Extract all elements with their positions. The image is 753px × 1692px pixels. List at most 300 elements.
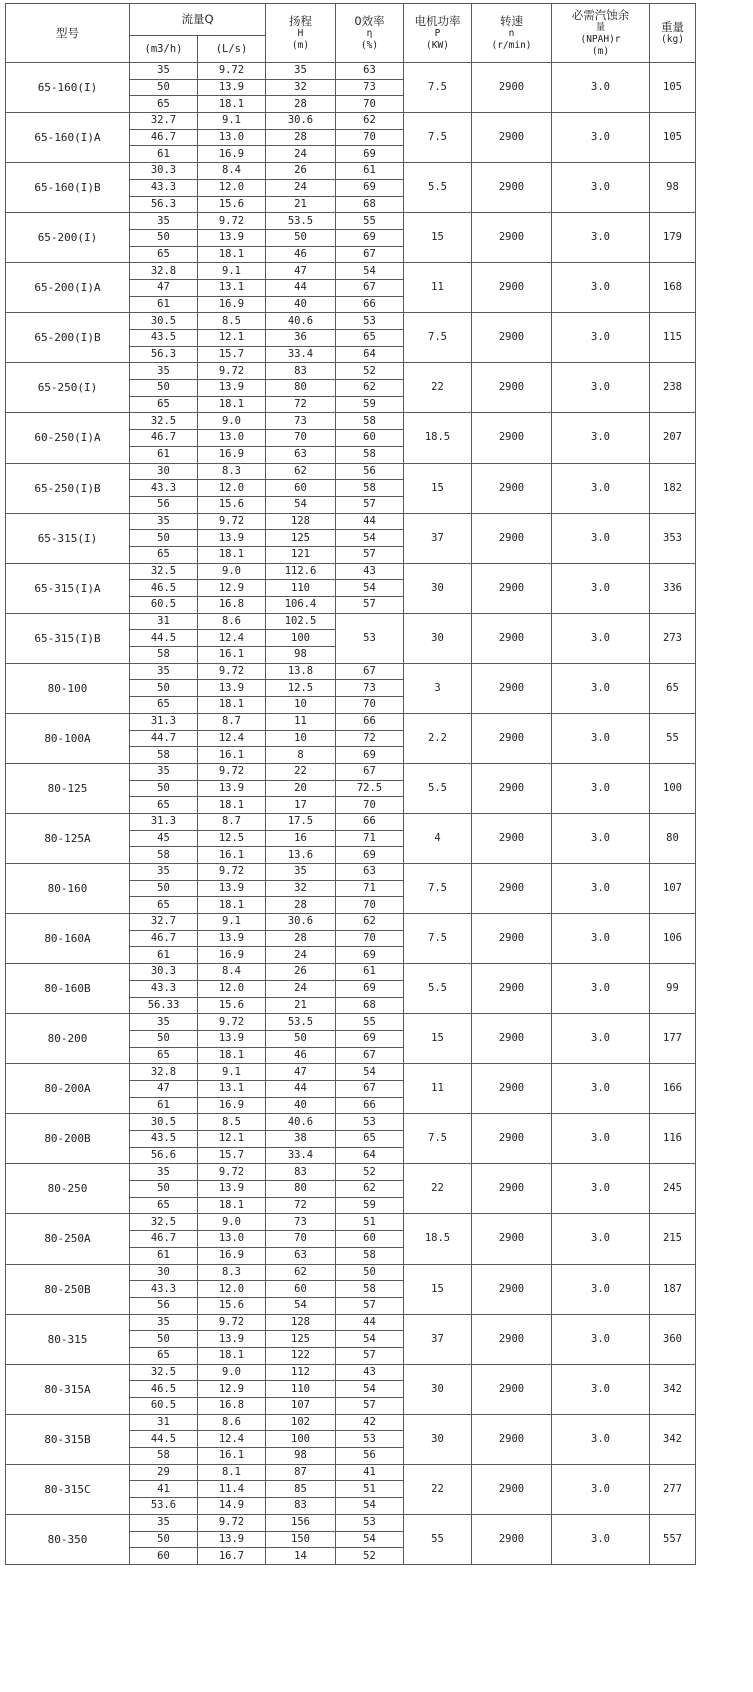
efficiency-cell: 67 bbox=[336, 1080, 404, 1097]
head-cell: 53.5 bbox=[266, 213, 336, 230]
flow-m3h-cell: 43.5 bbox=[130, 330, 198, 347]
flow-ls-cell: 12.9 bbox=[198, 580, 266, 597]
flow-m3h-cell: 58 bbox=[130, 847, 198, 864]
head-cell: 102.5 bbox=[266, 613, 336, 630]
head-cell: 53.5 bbox=[266, 1014, 336, 1031]
efficiency-cell: 53 bbox=[336, 1514, 404, 1531]
flow-ls-cell: 9.72 bbox=[198, 513, 266, 530]
head-cell: 50 bbox=[266, 229, 336, 246]
flow-m3h-cell: 50 bbox=[130, 880, 198, 897]
npsh-cell: 3.0 bbox=[552, 1364, 650, 1414]
power-cell: 3 bbox=[404, 663, 472, 713]
flow-m3h-cell: 30.3 bbox=[130, 964, 198, 981]
head-cell: 44 bbox=[266, 279, 336, 296]
speed-cell: 2900 bbox=[472, 363, 552, 413]
model-cell: 60-250(I)A bbox=[6, 413, 130, 463]
table-row bbox=[6, 363, 696, 380]
flow-m3h-cell: 65 bbox=[130, 797, 198, 814]
weight-cell: 100 bbox=[650, 763, 696, 813]
head-cell: 150 bbox=[266, 1531, 336, 1548]
flow-m3h-cell: 50 bbox=[130, 79, 198, 96]
head-cell: 24 bbox=[266, 179, 336, 196]
power-cell: 22 bbox=[404, 1164, 472, 1214]
efficiency-cell: 67 bbox=[336, 246, 404, 263]
weight-cell: 166 bbox=[650, 1064, 696, 1114]
efficiency-cell: 52 bbox=[336, 1164, 404, 1181]
flow-ls-cell: 9.72 bbox=[198, 864, 266, 881]
efficiency-cell: 64 bbox=[336, 346, 404, 363]
head-cell: 122 bbox=[266, 1347, 336, 1364]
head-cell: 24 bbox=[266, 947, 336, 964]
efficiency-cell: 68 bbox=[336, 997, 404, 1014]
weight-cell: 168 bbox=[650, 263, 696, 313]
table-row bbox=[6, 663, 696, 680]
head-cell: 21 bbox=[266, 997, 336, 1014]
table-row bbox=[6, 213, 696, 230]
head-cell: 28 bbox=[266, 129, 336, 146]
speed-cell: 2900 bbox=[472, 413, 552, 463]
speed-cell: 2900 bbox=[472, 1064, 552, 1114]
flow-m3h-cell: 44.7 bbox=[130, 730, 198, 747]
efficiency-cell: 54 bbox=[336, 263, 404, 280]
table-row bbox=[6, 1364, 696, 1381]
head-cell: 24 bbox=[266, 980, 336, 997]
npsh-cell: 3.0 bbox=[552, 713, 650, 763]
efficiency-cell: 63 bbox=[336, 63, 404, 80]
efficiency-cell: 61 bbox=[336, 163, 404, 180]
npsh-cell: 3.0 bbox=[552, 363, 650, 413]
weight-cell: 99 bbox=[650, 964, 696, 1014]
npsh-cell: 3.0 bbox=[552, 1264, 650, 1314]
flow-m3h-cell: 58 bbox=[130, 747, 198, 764]
efficiency-cell: 66 bbox=[336, 296, 404, 313]
flow-ls-cell: 8.4 bbox=[198, 163, 266, 180]
head-cell: 125 bbox=[266, 530, 336, 547]
head-cell: 17 bbox=[266, 797, 336, 814]
head-cell: 128 bbox=[266, 513, 336, 530]
flow-m3h-cell: 31.3 bbox=[130, 813, 198, 830]
power-cell: 30 bbox=[404, 563, 472, 613]
power-cell: 5.5 bbox=[404, 763, 472, 813]
head-cell: 28 bbox=[266, 897, 336, 914]
flow-ls-cell: 13.1 bbox=[198, 279, 266, 296]
table-row bbox=[6, 1414, 696, 1431]
speed-cell: 2900 bbox=[472, 1514, 552, 1564]
npsh-cell: 3.0 bbox=[552, 813, 650, 863]
speed-cell: 2900 bbox=[472, 813, 552, 863]
flow-m3h-cell: 50 bbox=[130, 229, 198, 246]
speed-cell: 2900 bbox=[472, 513, 552, 563]
power-cell: 30 bbox=[404, 613, 472, 663]
flow-m3h-cell: 35 bbox=[130, 1014, 198, 1031]
flow-ls-cell: 8.3 bbox=[198, 463, 266, 480]
head-cell: 70 bbox=[266, 430, 336, 447]
head-cell: 28 bbox=[266, 96, 336, 113]
head-cell: 73 bbox=[266, 1214, 336, 1231]
efficiency-cell: 54 bbox=[336, 580, 404, 597]
flow-m3h-cell: 44.5 bbox=[130, 630, 198, 647]
flow-ls-cell: 12.0 bbox=[198, 480, 266, 497]
flow-m3h-cell: 65 bbox=[130, 246, 198, 263]
table-row bbox=[6, 1314, 696, 1331]
npsh-cell: 3.0 bbox=[552, 864, 650, 914]
flow-m3h-cell: 53.6 bbox=[130, 1498, 198, 1515]
speed-cell: 2900 bbox=[472, 163, 552, 213]
weight-cell: 179 bbox=[650, 213, 696, 263]
head-cell: 100 bbox=[266, 1431, 336, 1448]
head-cell: 22 bbox=[266, 763, 336, 780]
head-cell: 28 bbox=[266, 930, 336, 947]
flow-ls-cell: 9.72 bbox=[198, 763, 266, 780]
efficiency-cell: 54 bbox=[336, 1498, 404, 1515]
flow-ls-cell: 9.1 bbox=[198, 263, 266, 280]
table-row bbox=[6, 163, 696, 180]
flow-ls-cell: 16.8 bbox=[198, 597, 266, 614]
power-cell: 15 bbox=[404, 1264, 472, 1314]
npsh-cell: 3.0 bbox=[552, 213, 650, 263]
flow-m3h-cell: 61 bbox=[130, 947, 198, 964]
power-cell: 18.5 bbox=[404, 1214, 472, 1264]
flow-ls-cell: 13.9 bbox=[198, 880, 266, 897]
flow-ls-cell: 18.1 bbox=[198, 246, 266, 263]
flow-ls-cell: 13.9 bbox=[198, 1531, 266, 1548]
efficiency-cell: 69 bbox=[336, 980, 404, 997]
flow-m3h-cell: 35 bbox=[130, 363, 198, 380]
head-cell: 47 bbox=[266, 263, 336, 280]
flow-ls-cell: 8.7 bbox=[198, 713, 266, 730]
efficiency-cell: 58 bbox=[336, 1247, 404, 1264]
head-cell: 62 bbox=[266, 463, 336, 480]
efficiency-cell: 43 bbox=[336, 1364, 404, 1381]
weight-cell: 557 bbox=[650, 1514, 696, 1564]
flow-ls-cell: 13.9 bbox=[198, 1331, 266, 1348]
efficiency-cell: 56 bbox=[336, 1448, 404, 1465]
speed-cell: 2900 bbox=[472, 914, 552, 964]
efficiency-cell: 52 bbox=[336, 363, 404, 380]
flow-m3h-cell: 35 bbox=[130, 213, 198, 230]
model-cell: 80-100A bbox=[6, 713, 130, 763]
head-cell: 24 bbox=[266, 146, 336, 163]
flow-m3h-cell: 50 bbox=[130, 1531, 198, 1548]
head-cell: 83 bbox=[266, 363, 336, 380]
efficiency-cell: 70 bbox=[336, 96, 404, 113]
table-row bbox=[6, 914, 696, 931]
head-cell: 80 bbox=[266, 1181, 336, 1198]
model-cell: 80-125A bbox=[6, 813, 130, 863]
model-cell: 65-250(I) bbox=[6, 363, 130, 413]
npsh-cell: 3.0 bbox=[552, 964, 650, 1014]
flow-m3h-cell: 61 bbox=[130, 146, 198, 163]
npsh-cell: 3.0 bbox=[552, 1164, 650, 1214]
efficiency-cell: 69 bbox=[336, 146, 404, 163]
table-row bbox=[6, 713, 696, 730]
head-cell: 21 bbox=[266, 196, 336, 213]
head-cell: 106.4 bbox=[266, 597, 336, 614]
weight-cell: 105 bbox=[650, 113, 696, 163]
header-head: 扬程 H (m) bbox=[266, 4, 336, 63]
head-cell: 32 bbox=[266, 880, 336, 897]
header-npsh: 必需汽蚀余 量 (NPAH)r (m) bbox=[552, 4, 650, 63]
flow-ls-cell: 15.7 bbox=[198, 346, 266, 363]
flow-m3h-cell: 46.7 bbox=[130, 430, 198, 447]
speed-cell: 2900 bbox=[472, 563, 552, 613]
efficiency-cell: 44 bbox=[336, 1314, 404, 1331]
flow-m3h-cell: 30.5 bbox=[130, 313, 198, 330]
head-cell: 40.6 bbox=[266, 1114, 336, 1131]
weight-cell: 353 bbox=[650, 513, 696, 563]
model-cell: 65-160(I)B bbox=[6, 163, 130, 213]
flow-m3h-cell: 32.5 bbox=[130, 413, 198, 430]
flow-ls-cell: 13.9 bbox=[198, 930, 266, 947]
model-cell: 80-250A bbox=[6, 1214, 130, 1264]
efficiency-cell: 62 bbox=[336, 113, 404, 130]
head-cell: 26 bbox=[266, 964, 336, 981]
speed-cell: 2900 bbox=[472, 1264, 552, 1314]
efficiency-cell: 51 bbox=[336, 1214, 404, 1231]
npsh-cell: 3.0 bbox=[552, 663, 650, 713]
model-cell: 80-200 bbox=[6, 1014, 130, 1064]
efficiency-cell: 67 bbox=[336, 663, 404, 680]
efficiency-cell: 65 bbox=[336, 330, 404, 347]
head-cell: 107 bbox=[266, 1398, 336, 1415]
flow-ls-cell: 8.3 bbox=[198, 1264, 266, 1281]
efficiency-cell: 54 bbox=[336, 1064, 404, 1081]
head-cell: 87 bbox=[266, 1464, 336, 1481]
efficiency-cell: 72 bbox=[336, 730, 404, 747]
power-cell: 2.2 bbox=[404, 713, 472, 763]
efficiency-cell: 67 bbox=[336, 1047, 404, 1064]
flow-ls-cell: 12.9 bbox=[198, 1381, 266, 1398]
efficiency-cell: 54 bbox=[336, 1531, 404, 1548]
speed-cell: 2900 bbox=[472, 263, 552, 313]
efficiency-cell: 50 bbox=[336, 1264, 404, 1281]
efficiency-cell: 64 bbox=[336, 1147, 404, 1164]
head-cell: 98 bbox=[266, 1448, 336, 1465]
npsh-cell: 3.0 bbox=[552, 563, 650, 613]
flow-m3h-cell: 43.5 bbox=[130, 1131, 198, 1148]
efficiency-cell: 43 bbox=[336, 563, 404, 580]
efficiency-cell: 57 bbox=[336, 1398, 404, 1415]
pump-spec-table-container bbox=[5, 3, 695, 1565]
flow-ls-cell: 13.9 bbox=[198, 229, 266, 246]
head-cell: 70 bbox=[266, 1231, 336, 1248]
speed-cell: 2900 bbox=[472, 1364, 552, 1414]
flow-ls-cell: 12.4 bbox=[198, 1431, 266, 1448]
flow-ls-cell: 15.7 bbox=[198, 1147, 266, 1164]
flow-ls-cell: 13.9 bbox=[198, 1181, 266, 1198]
npsh-cell: 3.0 bbox=[552, 1464, 650, 1514]
table-row bbox=[6, 1514, 696, 1531]
efficiency-cell: 70 bbox=[336, 129, 404, 146]
table-row bbox=[6, 1164, 696, 1181]
power-cell: 7.5 bbox=[404, 313, 472, 363]
flow-m3h-cell: 30.5 bbox=[130, 1114, 198, 1131]
table-row bbox=[6, 763, 696, 780]
flow-m3h-cell: 41 bbox=[130, 1481, 198, 1498]
efficiency-cell: 57 bbox=[336, 1297, 404, 1314]
efficiency-cell: 70 bbox=[336, 897, 404, 914]
flow-ls-cell: 12.0 bbox=[198, 179, 266, 196]
head-cell: 112 bbox=[266, 1364, 336, 1381]
flow-ls-cell: 9.1 bbox=[198, 914, 266, 931]
flow-ls-cell: 18.1 bbox=[198, 1197, 266, 1214]
flow-m3h-cell: 50 bbox=[130, 780, 198, 797]
weight-cell: 238 bbox=[650, 363, 696, 413]
npsh-cell: 3.0 bbox=[552, 1414, 650, 1464]
flow-ls-cell: 18.1 bbox=[198, 96, 266, 113]
table-row bbox=[6, 864, 696, 881]
pump-spec-table bbox=[5, 3, 696, 1565]
power-cell: 55 bbox=[404, 1514, 472, 1564]
npsh-cell: 3.0 bbox=[552, 513, 650, 563]
npsh-cell: 3.0 bbox=[552, 1314, 650, 1364]
flow-ls-cell: 9.72 bbox=[198, 213, 266, 230]
head-cell: 72 bbox=[266, 396, 336, 413]
flow-m3h-cell: 56.33 bbox=[130, 997, 198, 1014]
flow-ls-cell: 15.6 bbox=[198, 997, 266, 1014]
flow-ls-cell: 13.1 bbox=[198, 1080, 266, 1097]
flow-m3h-cell: 56.3 bbox=[130, 196, 198, 213]
flow-m3h-cell: 32.5 bbox=[130, 563, 198, 580]
head-cell: 63 bbox=[266, 1247, 336, 1264]
flow-m3h-cell: 29 bbox=[130, 1464, 198, 1481]
flow-ls-cell: 16.1 bbox=[198, 647, 266, 664]
efficiency-cell: 58 bbox=[336, 480, 404, 497]
table-row bbox=[6, 513, 696, 530]
weight-cell: 273 bbox=[650, 613, 696, 663]
power-cell: 7.5 bbox=[404, 63, 472, 113]
head-cell: 83 bbox=[266, 1498, 336, 1515]
head-cell: 13.6 bbox=[266, 847, 336, 864]
head-cell: 40 bbox=[266, 1097, 336, 1114]
npsh-cell: 3.0 bbox=[552, 413, 650, 463]
efficiency-cell: 62 bbox=[336, 380, 404, 397]
flow-ls-cell: 16.9 bbox=[198, 446, 266, 463]
flow-m3h-cell: 32.8 bbox=[130, 263, 198, 280]
head-cell: 35 bbox=[266, 864, 336, 881]
flow-ls-cell: 9.0 bbox=[198, 1214, 266, 1231]
head-cell: 54 bbox=[266, 496, 336, 513]
efficiency-cell: 58 bbox=[336, 413, 404, 430]
flow-m3h-cell: 32.5 bbox=[130, 1214, 198, 1231]
power-cell: 7.5 bbox=[404, 1114, 472, 1164]
npsh-cell: 3.0 bbox=[552, 613, 650, 663]
efficiency-cell: 65 bbox=[336, 1131, 404, 1148]
weight-cell: 187 bbox=[650, 1264, 696, 1314]
efficiency-cell: 55 bbox=[336, 1014, 404, 1031]
flow-ls-cell: 12.4 bbox=[198, 630, 266, 647]
speed-cell: 2900 bbox=[472, 613, 552, 663]
flow-ls-cell: 8.1 bbox=[198, 1464, 266, 1481]
flow-ls-cell: 18.1 bbox=[198, 546, 266, 563]
power-cell: 7.5 bbox=[404, 113, 472, 163]
model-cell: 80-315C bbox=[6, 1464, 130, 1514]
flow-ls-cell: 12.1 bbox=[198, 1131, 266, 1148]
efficiency-cell: 60 bbox=[336, 430, 404, 447]
header-flow-m3h: (m3/h) bbox=[130, 36, 198, 63]
speed-cell: 2900 bbox=[472, 1414, 552, 1464]
speed-cell: 2900 bbox=[472, 1014, 552, 1064]
efficiency-cell: 44 bbox=[336, 513, 404, 530]
npsh-cell: 3.0 bbox=[552, 763, 650, 813]
speed-cell: 2900 bbox=[472, 1214, 552, 1264]
weight-cell: 342 bbox=[650, 1364, 696, 1414]
header-speed: 转速 n (r/min) bbox=[472, 4, 552, 63]
model-cell: 80-250 bbox=[6, 1164, 130, 1214]
flow-m3h-cell: 50 bbox=[130, 530, 198, 547]
model-cell: 80-160A bbox=[6, 914, 130, 964]
flow-ls-cell: 15.6 bbox=[198, 1297, 266, 1314]
efficiency-cell: 66 bbox=[336, 813, 404, 830]
efficiency-cell: 55 bbox=[336, 213, 404, 230]
table-row bbox=[6, 1014, 696, 1031]
flow-m3h-cell: 65 bbox=[130, 1197, 198, 1214]
weight-cell: 177 bbox=[650, 1014, 696, 1064]
head-cell: 60 bbox=[266, 1281, 336, 1298]
efficiency-cell: 54 bbox=[336, 1331, 404, 1348]
head-cell: 80 bbox=[266, 380, 336, 397]
flow-m3h-cell: 32.8 bbox=[130, 1064, 198, 1081]
npsh-cell: 3.0 bbox=[552, 1014, 650, 1064]
flow-m3h-cell: 60.5 bbox=[130, 1398, 198, 1415]
power-cell: 22 bbox=[404, 363, 472, 413]
power-cell: 7.5 bbox=[404, 864, 472, 914]
head-cell: 100 bbox=[266, 630, 336, 647]
weight-cell: 106 bbox=[650, 914, 696, 964]
efficiency-cell: 56 bbox=[336, 463, 404, 480]
efficiency-cell: 57 bbox=[336, 1347, 404, 1364]
flow-ls-cell: 18.1 bbox=[198, 1347, 266, 1364]
flow-m3h-cell: 35 bbox=[130, 1514, 198, 1531]
efficiency-cell: 70 bbox=[336, 797, 404, 814]
flow-m3h-cell: 31.3 bbox=[130, 713, 198, 730]
table-row bbox=[6, 413, 696, 430]
flow-ls-cell: 9.1 bbox=[198, 113, 266, 130]
power-cell: 37 bbox=[404, 513, 472, 563]
flow-m3h-cell: 30 bbox=[130, 463, 198, 480]
flow-m3h-cell: 45 bbox=[130, 830, 198, 847]
weight-cell: 207 bbox=[650, 413, 696, 463]
head-cell: 33.4 bbox=[266, 346, 336, 363]
weight-cell: 98 bbox=[650, 163, 696, 213]
speed-cell: 2900 bbox=[472, 663, 552, 713]
head-cell: 10 bbox=[266, 730, 336, 747]
efficiency-cell: 63 bbox=[336, 864, 404, 881]
model-cell: 65-315(I)A bbox=[6, 563, 130, 613]
power-cell: 37 bbox=[404, 1314, 472, 1364]
header-flow-ls: (L/s) bbox=[198, 36, 266, 63]
flow-m3h-cell: 61 bbox=[130, 1097, 198, 1114]
head-cell: 12.5 bbox=[266, 680, 336, 697]
efficiency-cell: 57 bbox=[336, 597, 404, 614]
table-row bbox=[6, 563, 696, 580]
model-cell: 80-125 bbox=[6, 763, 130, 813]
efficiency-cell: 69 bbox=[336, 747, 404, 764]
table-row bbox=[6, 1214, 696, 1231]
model-cell: 65-200(I)A bbox=[6, 263, 130, 313]
table-row bbox=[6, 1464, 696, 1481]
head-cell: 110 bbox=[266, 1381, 336, 1398]
power-cell: 5.5 bbox=[404, 163, 472, 213]
table-row bbox=[6, 964, 696, 981]
efficiency-cell: 70 bbox=[336, 697, 404, 714]
speed-cell: 2900 bbox=[472, 1464, 552, 1514]
flow-ls-cell: 16.1 bbox=[198, 1448, 266, 1465]
npsh-cell: 3.0 bbox=[552, 463, 650, 513]
flow-ls-cell: 8.6 bbox=[198, 1414, 266, 1431]
flow-m3h-cell: 61 bbox=[130, 446, 198, 463]
table-row bbox=[6, 263, 696, 280]
